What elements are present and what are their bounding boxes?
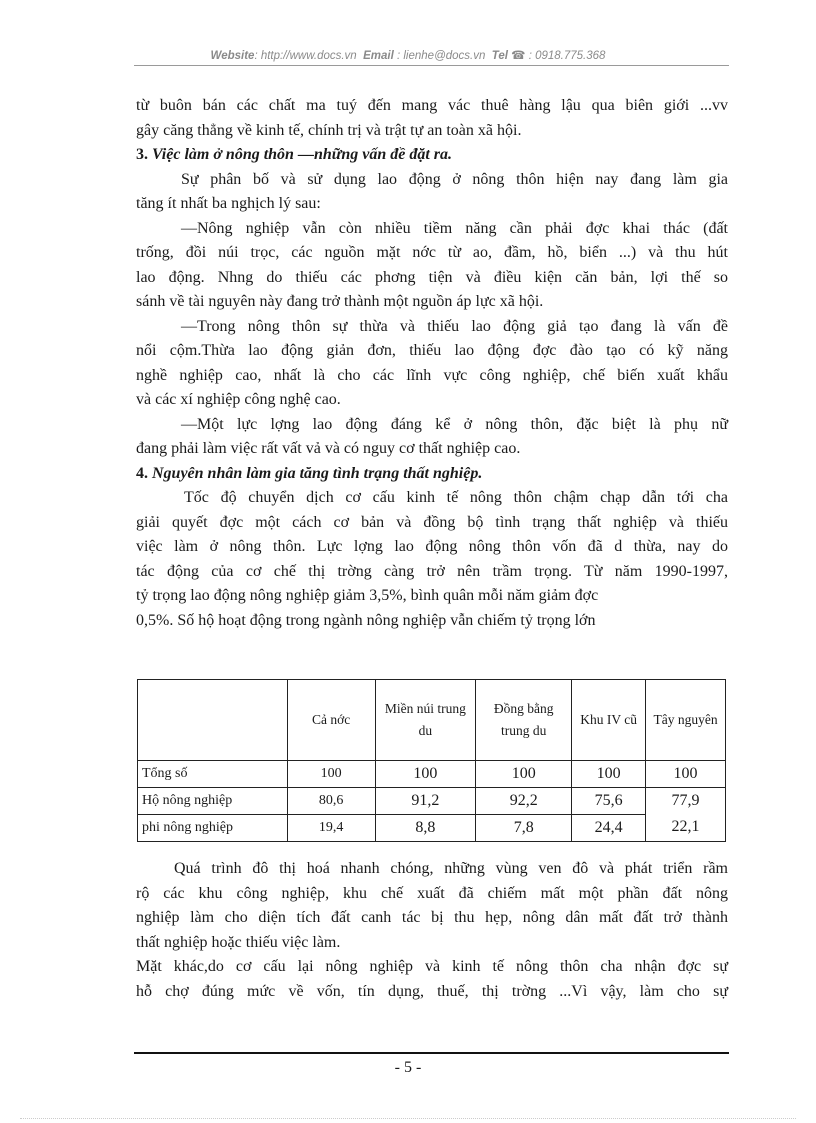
paragraph-line: tác động của cơ chế thị trờng càng trở nên trầm trọng. Từ năm 1990-1997, — [136, 562, 728, 580]
page-edge — [20, 1118, 796, 1119]
paragraph-line: sánh về tài nguyên này đang trở thành một nguồn áp lực xã hội. — [136, 293, 544, 310]
paragraph-line: —Nông nghiệp vẫn còn nhiều tiềm năng cần phải đợc khai thác (đất — [181, 219, 728, 237]
table-cell: 100 — [476, 761, 572, 788]
paragraph-line: 0,5%. Số hộ hoạt động trong ngành nông nghiệp vẫn chiếm tỷ trọng lớn — [136, 611, 596, 629]
page-header — [0, 48, 816, 62]
website-value: : http://www.docs.vn — [254, 50, 357, 62]
table-cell: 75,6 — [572, 788, 646, 815]
paragraph-line: trống, đồi núi trọc, các nguồn mặt nớc từ ao, đầm, hồ, biển ...) và thu hút — [136, 244, 728, 261]
paragraph-line: tăng ít nhất ba nghịch lý sau: — [136, 195, 321, 212]
section-heading-4 — [136, 462, 728, 487]
tel-label: Tel — [491, 50, 508, 62]
table-row — [138, 788, 726, 815]
table-cell: 24,4 — [572, 815, 646, 842]
paragraph-line: và các xí nghiệp công nghệ cao. — [136, 391, 341, 408]
page-number: - 5 - — [394, 1059, 422, 1076]
table-cell: 100 — [572, 761, 646, 788]
website-label: Website — [210, 50, 255, 62]
paragraph-line: rộ các khu công nghiệp, khu chế xuất đã chiếm mất một phần đất nông — [136, 884, 728, 902]
table-cell: 7,8 — [476, 815, 572, 842]
paragraph-line: Sự phân bố và sử dụng lao động ở nông thôn hiện nay đang làm gia — [181, 170, 728, 188]
table-cell: 8,8 — [375, 815, 476, 842]
paragraph-line: Mặt khác,do cơ cấu lại nông nghiệp và kinh tế nông thôn cha nhận đợc sự — [136, 958, 728, 975]
table-header-cell: Đồng bằng trung du — [476, 680, 572, 761]
heading-text: Việc làm ở nông thôn —những vấn đề đặt ra. — [152, 146, 453, 163]
heading-number: 4. — [136, 464, 148, 482]
table-cell-value: 77,9 — [671, 792, 700, 809]
row-label: phi nông nghiệp — [138, 815, 288, 842]
paragraph-line: lao động. Nhng do thiếu các phơng tiện và điều kiện căn bản, lợi thế so — [136, 268, 728, 286]
paragraph-line: từ buôn bán các chất ma tuý đến mang vác thuê hàng lậu qua biên giới ...vv — [136, 97, 728, 114]
table-cell: 92,2 — [476, 788, 572, 815]
table-row — [138, 815, 726, 842]
table-cell: 100 — [375, 761, 476, 788]
table-header-cell: Tây nguyên — [646, 680, 726, 761]
table-header-cell: Khu IV cũ — [572, 680, 646, 761]
table-cell-merged — [646, 788, 726, 842]
table-cell: 80,6 — [287, 788, 375, 815]
table-cell: 19,4 — [287, 815, 375, 842]
paragraph-line: đang phải làm việc rất vất vả và có nguy cơ thất nghiệp cao. — [136, 440, 521, 457]
table-header-cell: Cả nớc — [287, 680, 375, 761]
body-text-bottom — [136, 857, 728, 1004]
tel-value: ☎ : 0918.775.368 — [511, 50, 606, 62]
heading-number: 3. — [136, 146, 148, 163]
paragraph-line: —Một lực lợng lao động đáng kể ở nông thôn, đặc biệt là phụ nữ — [181, 415, 728, 433]
section-heading-3 — [136, 143, 728, 168]
paragraph-line: hỗ chợ đúng mức về vốn, tín dụng, thuế, thị trờng ...Vì vậy, làm cho sự — [136, 982, 728, 1000]
header-divider — [134, 65, 729, 66]
paragraph-line: Quá trình đô thị hoá nhanh chóng, những vùng ven đô và phát triển rầm — [174, 860, 728, 877]
paragraph-line: thất nghiệp hoặc thiếu việc làm. — [136, 933, 341, 951]
table-cell: 91,2 — [375, 788, 476, 815]
row-label: Hộ nông nghiệp — [138, 788, 288, 815]
table-header-row — [138, 680, 726, 761]
table-header-cell: Miền núi trung du — [375, 680, 476, 761]
labor-statistics-table — [137, 679, 726, 842]
paragraph-line: nổi cộm.Thừa lao động giản đơn, thiếu lao động đợc đào tạo có kỹ năng — [136, 342, 728, 359]
body-text-top — [136, 94, 728, 633]
paragraph-line: việc làm ở nông thôn. Lực lợng lao động nông thôn vốn đã d thừa, nay do — [136, 538, 728, 555]
paragraph-line: Tốc độ chuyển dịch cơ cấu kinh tế nông thôn chậm chạp dẫn tới cha — [184, 489, 728, 506]
paragraph-line: giải quyết đợc một cách cơ bản và đồng bộ tình trạng thất nghiệp và thiếu — [136, 513, 728, 531]
paragraph-line: —Trong nông thôn sự thừa và thiếu lao động giả tạo đang là vấn đề — [181, 317, 728, 335]
paragraph-line: nghiệp làm cho diện tích đất canh tác bị thu hẹp, nông dân mất đất trở thành — [136, 909, 728, 926]
row-label: Tổng số — [138, 761, 288, 788]
table-cell: 100 — [287, 761, 375, 788]
table-corner-cell — [138, 680, 288, 761]
paragraph-line: tỷ trọng lao động nông nghiệp giảm 3,5%, bình quân mỗi năm giảm đợc — [136, 587, 599, 604]
footer-divider — [134, 1052, 729, 1054]
table-cell: 100 — [646, 761, 726, 788]
paragraph-line: nghề nghiệp cao, nhất là cho các lĩnh vực công nghiệp, chế biến xuất khẩu — [136, 366, 728, 384]
table-row — [138, 761, 726, 788]
table-cell-value: 22,1 — [671, 818, 700, 835]
heading-text: Nguyên nhân làm gia tăng tình trạng thất nghiệp. — [152, 464, 483, 482]
email-label: Email — [363, 50, 394, 62]
paragraph-line: gây căng thẳng về kinh tế, chính trị và trật tự an toàn xã hội. — [136, 121, 522, 139]
email-value: : lienhe@docs.vn — [396, 50, 486, 62]
